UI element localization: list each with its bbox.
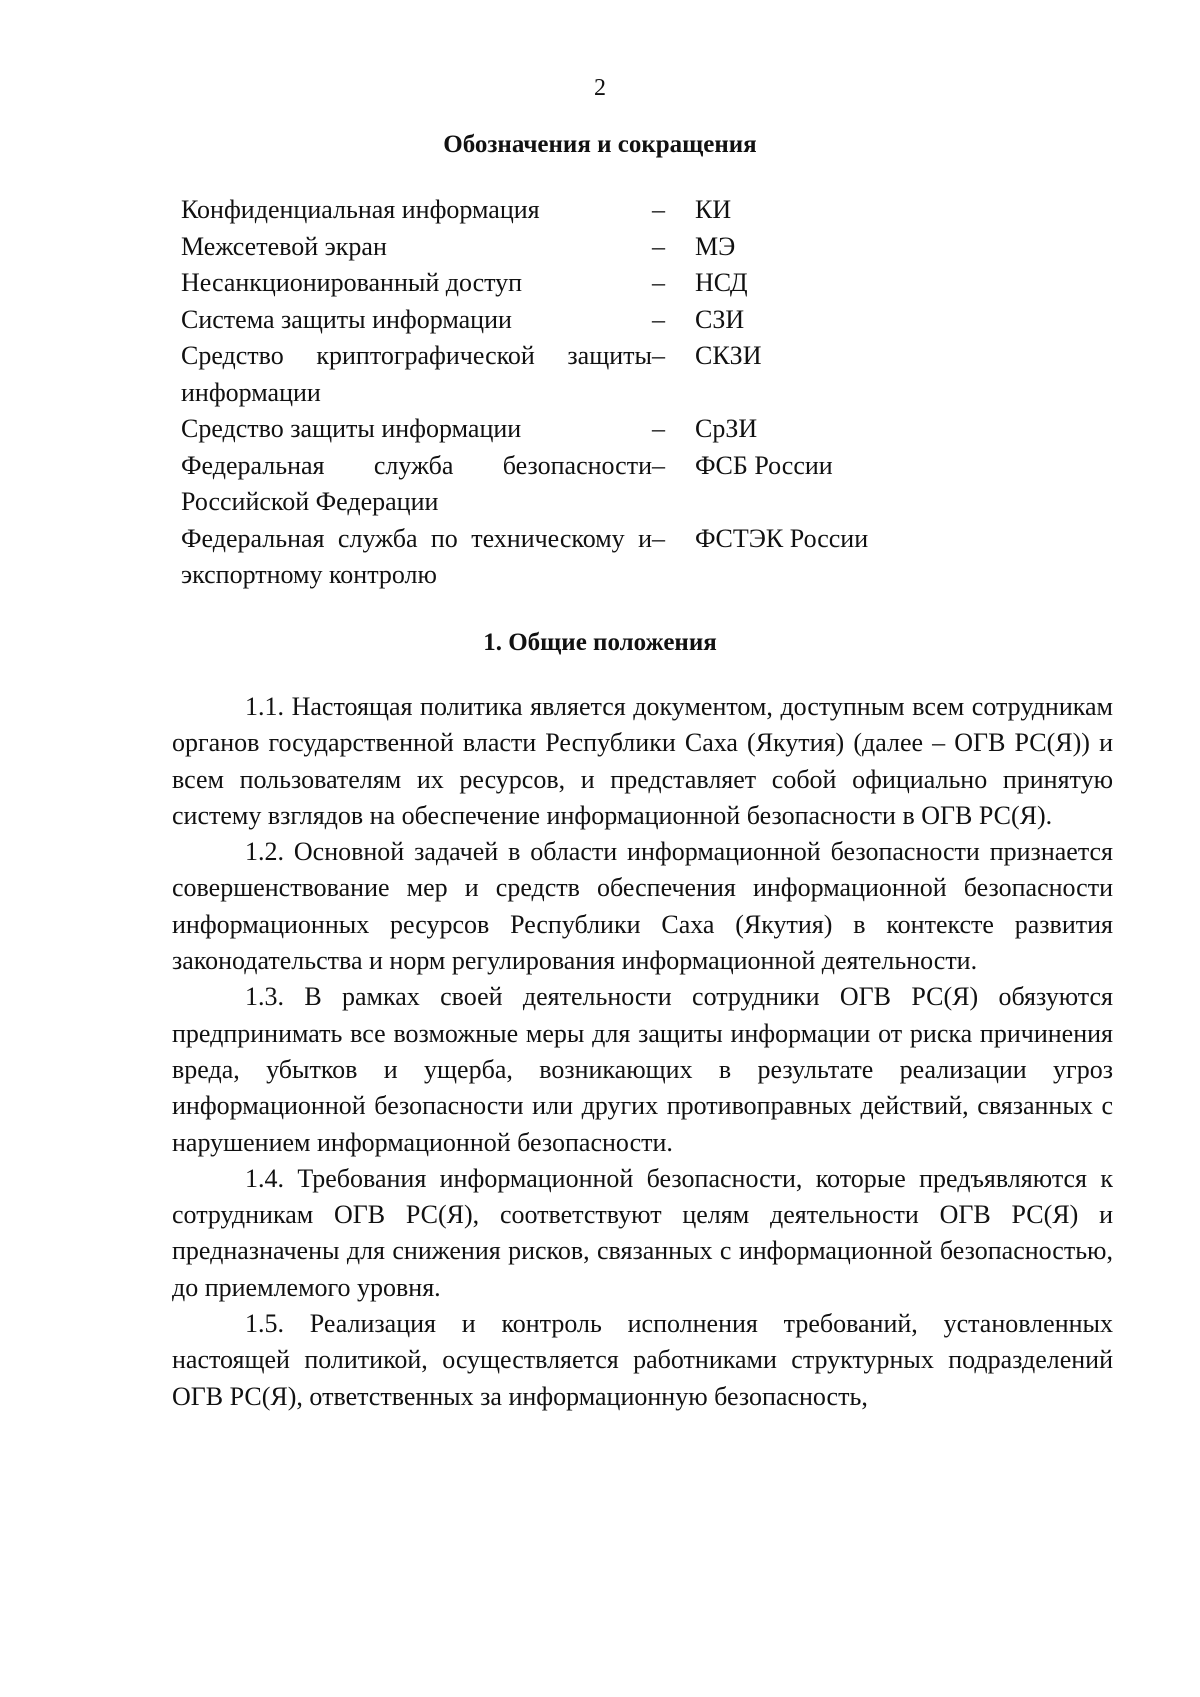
abbreviation-term: Федеральная служба безопасности Российской Федерации bbox=[181, 450, 652, 516]
page-number: 2 bbox=[594, 75, 606, 101]
abbreviation-row bbox=[181, 338, 941, 411]
abbreviation-row bbox=[181, 229, 941, 266]
abbreviations-heading: Обозначения и сокращения bbox=[443, 131, 757, 158]
abbreviation-row bbox=[181, 448, 941, 521]
abbreviation-term: Система защиты информации bbox=[181, 304, 512, 334]
abbreviation-short: ФСТЭК России bbox=[695, 523, 869, 553]
abbreviation-dash: – bbox=[652, 304, 665, 334]
abbreviation-dash: – bbox=[652, 231, 665, 261]
abbreviation-short: СЗИ bbox=[695, 304, 745, 334]
abbreviation-short: МЭ bbox=[695, 231, 736, 261]
abbreviation-term: Конфиденциальная информация bbox=[181, 195, 540, 224]
abbreviation-dash: – bbox=[652, 523, 665, 553]
abbreviation-dash: – bbox=[652, 195, 665, 224]
abbreviation-row bbox=[181, 521, 941, 594]
abbreviation-short: СКЗИ bbox=[695, 341, 762, 370]
abbreviation-row bbox=[181, 411, 941, 448]
paragraph-1-1: 1.1. Настоящая политика является документом, доступным всем сотрудникам органов государственной власти Республики Саха (Якутия) (далее – ОГВ РС(Я)) и всем пользователям их ресурсов, и представляет собой официально принятую систему взглядов на обеспечение информационной безопасности в ОГВ РС(Я). bbox=[172, 692, 1113, 830]
paragraph-1-5: 1.5. Реализация и контроль исполнения требований, установленных настоящей политикой, осуществляется работниками структурных подразделений ОГВ РС(Я), ответственных за информационную безопасность, bbox=[172, 1309, 1113, 1411]
abbreviation-short: ФСБ России bbox=[695, 450, 833, 480]
abbreviation-short: НСД bbox=[695, 268, 748, 297]
abbreviation-short: КИ bbox=[695, 195, 732, 224]
section-body bbox=[172, 689, 1113, 1415]
abbreviation-row bbox=[181, 265, 941, 302]
abbreviations-list bbox=[181, 192, 941, 594]
abbreviation-dash: – bbox=[652, 341, 665, 370]
abbreviation-term: Средство криптографической защиты информации bbox=[181, 341, 652, 407]
abbreviation-term: Межсетевой экран bbox=[181, 231, 387, 261]
abbreviation-row bbox=[181, 192, 941, 229]
abbreviation-short: СрЗИ bbox=[695, 414, 758, 443]
abbreviation-dash: – bbox=[652, 450, 665, 480]
paragraph-1-3: 1.3. В рамках своей деятельности сотрудники ОГВ РС(Я) обязуются предпринимать все возможные меры для защиты информации от риска причинения вреда, убытков и ущерба, возникающих в результате реализации угроз информационной безопасности или других противоправных действий, связанных с нарушением информационной безопасности. bbox=[172, 982, 1113, 1157]
paragraph-1-4: 1.4. Требования информационной безопасности, которые предъявляются к сотрудникам ОГВ РС(Я), соответствуют целям деятельности ОГВ РС(Я) и предназначены для снижения рисков, связанных с информационной безопасностью, до приемлемого уровня. bbox=[172, 1163, 1113, 1302]
abbreviation-dash: – bbox=[652, 414, 665, 443]
paragraph-1-2: 1.2. Основной задачей в области информационной безопасности признается совершенствование мер и средств обеспечения информационной безопасности информационных ресурсов Республики Саха (Якутия) в контексте развития законодательства и норм регулирования информационной деятельности. bbox=[172, 837, 1113, 976]
abbreviation-row bbox=[181, 302, 941, 339]
abbreviation-term: Федеральная служба по техническому и экспортному контролю bbox=[181, 523, 652, 589]
abbreviation-dash: – bbox=[652, 268, 665, 297]
abbreviation-term: Средство защиты информации bbox=[181, 414, 522, 443]
abbreviation-term: Несанкционированный доступ bbox=[181, 268, 523, 297]
section-heading: 1. Общие положения bbox=[483, 629, 717, 656]
